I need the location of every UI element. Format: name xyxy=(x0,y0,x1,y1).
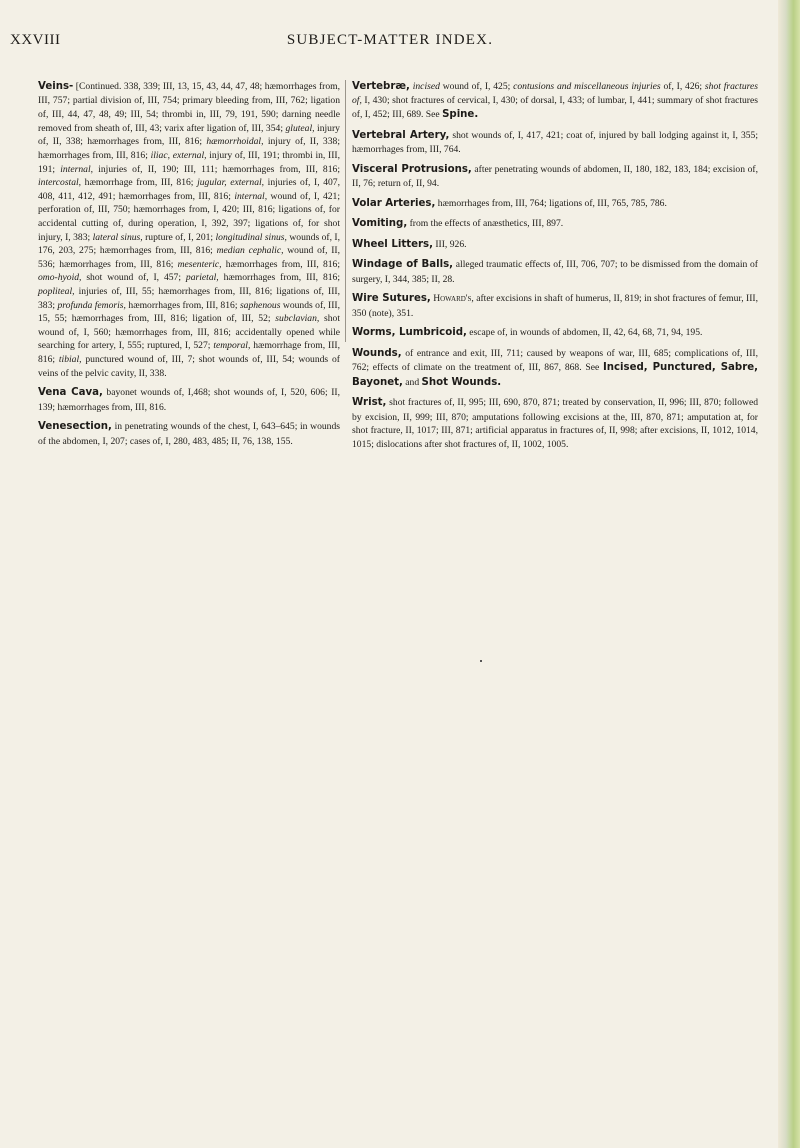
index-entry xyxy=(352,197,758,211)
entry-text: temporal, xyxy=(213,340,251,352)
page-edge xyxy=(778,0,800,1148)
entry-text: hæmorrhages from, III, 816; xyxy=(218,272,340,284)
entry-text: popliteal, xyxy=(38,286,75,298)
entry-text: injury of, II, 338; hæmorrhages from, III, 816; xyxy=(38,122,340,148)
entry-text: hæmorrhages from, III, 816; xyxy=(125,299,240,311)
entry-heading: Wire Sutures, xyxy=(352,293,431,305)
entry-text: wound of, I, 421; perforation of, III, 750; hæmorrhages from, I, 420; III, 816; ligations of, for accidental cutting of, during operation, I, 392, 397; ligations of, for shot injury, I, 383; xyxy=(38,190,341,243)
index-entry xyxy=(38,386,340,414)
entry-text: gluteal, xyxy=(285,122,315,134)
entry-text: shot wound of, I, 457; xyxy=(81,272,186,284)
index-entry xyxy=(352,163,758,191)
entry-text: 338, 339; III, 13, 15, 43, 44, 47, 48; hæmorrhages from, III, 757; partial division of, III, 754; primary bleeding from, III, 762; ligation of, III, 44, 47, 48, 49; III, 54; thrombi in, III, 79, 191, 590; darning needle removed from sheath of, III, 43; varix after ligation of, III, 354; xyxy=(38,81,341,134)
entry-text: I, 430; shot fractures of cervical, I, 430; of dorsal, I, 433; of lumbar, I, 441; summary of shot fractures of, I, 452; III, 689. See xyxy=(352,95,758,121)
entry-text: wounds of, I, 176, 203, 275; hæmorrhages from, III, 816; xyxy=(38,231,341,257)
entry-text: subclavian, xyxy=(275,313,320,325)
entry-text: hæmorrhages from, III, 764; ligations of, III, 765, 785, 786. xyxy=(435,197,667,209)
entry-text: internal, xyxy=(60,163,94,175)
entry-text: III, 926. xyxy=(432,238,467,250)
entry-text: omo-hyoid, xyxy=(38,272,82,284)
page-title: SUBJECT-MATTER INDEX. xyxy=(286,32,494,48)
entry-text: from the effects of anæsthetics, III, 897. xyxy=(407,218,564,230)
entry-text: shot wound of, I, 560; hæmorrhages from, III, 816; accidentally opened while searching for artery, I, 555; ruptured, I, 527; xyxy=(38,313,340,352)
entry-heading: Wrist, xyxy=(352,397,387,409)
entry-text: longitudinal sinus, xyxy=(215,231,287,243)
entry-heading: Windage of Balls, xyxy=(352,259,454,271)
entry-heading: Vena Cava, xyxy=(38,387,103,399)
column-divider xyxy=(345,80,346,342)
entry-text: hæmorrhoidal, xyxy=(206,136,264,148)
index-entry xyxy=(352,347,758,390)
ink-speck xyxy=(480,660,482,662)
index-entry xyxy=(352,238,758,252)
entry-text: and xyxy=(402,376,422,388)
entry-text: shot fractures of, xyxy=(352,81,759,107)
index-entry xyxy=(352,217,758,231)
entry-text: internal, xyxy=(234,190,268,202)
entry-text: after penetrating wounds of abdomen, II, 180, 182, 183, 184; excision of, II, 76; return of, II, 94. xyxy=(352,163,759,190)
entry-text: jugular, external, xyxy=(197,177,265,189)
entry-text: mesenteric, xyxy=(177,258,222,270)
entry-heading: Wounds, xyxy=(352,347,402,359)
entry-text: profunda femoris, xyxy=(57,299,126,311)
entry-text: punctured wound of, III, 7; shot wounds of, III, 54; wounds of veins of the pelvic cavity, II, 338. xyxy=(38,354,340,379)
entry-text: injuries of, II, 190; III, 111; hæmorrhages from, III, 816; xyxy=(93,163,340,175)
page-header xyxy=(10,32,770,54)
index-entry xyxy=(38,80,340,380)
entry-text: of entrance and exit, III, 711; caused by weapons of war, III, 685; complications of, III, 762; effects of climate on the treatment of, III, 867, 868. See xyxy=(352,347,758,374)
entry-text: injuries of, I, 407, 408, 411, 412, 491; hæmorrhages from, III, 816; xyxy=(38,177,340,202)
index-entry xyxy=(352,258,758,286)
entry-text: lateral sinus, xyxy=(92,231,143,243)
left-column xyxy=(38,80,340,454)
entry-text: injury of, II, 338; hæmorrhages from, III, 816; xyxy=(38,136,340,161)
entry-text: escape of, in wounds of abdomen, II, 42, 64, 68, 71, 94, 195. xyxy=(466,327,703,339)
entry-text: after excisions in shaft of humerus, II, 819; in shot fractures of femur, III, 350 (note), 351. xyxy=(352,293,758,319)
index-entry xyxy=(352,326,758,340)
entry-text: parietal, xyxy=(185,272,219,284)
entry-text: intercostal, xyxy=(38,177,82,189)
entry-text: wounds of, III, 15, 55; hæmorrhages from, III, 816; ligation of, III, 52; xyxy=(38,299,340,325)
entry-heading: Visceral Protrusions, xyxy=(352,163,472,175)
entry-heading: Venesection, xyxy=(38,421,112,433)
entry-heading: Vertebral Artery, xyxy=(352,129,450,141)
entry-heading: Volar Arteries, xyxy=(352,197,436,209)
entry-text: Howard's, xyxy=(433,293,474,305)
entry-text: Spine. xyxy=(442,109,479,121)
entry-text: rupture of, I, 201; xyxy=(142,231,216,243)
index-entry xyxy=(352,396,758,451)
entry-text: of, I, 426; xyxy=(660,81,705,92)
entry-text: Incised, Punctured, Sabre, Bayonet, xyxy=(352,362,759,388)
right-column xyxy=(352,80,758,458)
entry-text: contusions and miscellaneous injuries xyxy=(513,81,661,92)
entry-text: iliac, external, xyxy=(150,149,207,161)
entry-heading: Worms, Lumbricoid, xyxy=(352,327,467,339)
index-entry xyxy=(352,129,758,157)
entry-heading: Wheel Litters, xyxy=(352,238,433,250)
entry-heading: Vertebræ, xyxy=(352,81,410,92)
entry-text: wound of, II, 536; hæmorrhages from, III, 816; xyxy=(38,245,340,270)
entry-text: hæmorrhages from, III, 816; xyxy=(221,258,340,270)
index-entry xyxy=(38,420,340,448)
entry-text: [Continued. xyxy=(73,81,122,92)
entry-text: bayonet wounds of, I,468; shot wounds of, I, 520, 606; II, 139; hæmorrhages from, III, 816. xyxy=(38,387,340,413)
entry-text: alleged traumatic effects of, III, 706, 707; to be dismissed from the domain of surgery, I, 344, 385; II, 28. xyxy=(352,259,758,285)
entry-text: injury of, III, 191; thrombi in, III, 191; xyxy=(38,149,340,175)
entry-text: in penetrating wounds of the chest, I, 643–645; in wounds of the abdomen, I, 207; cases of, I, 280, 483, 485; II, 76, 138, 155. xyxy=(38,421,340,447)
entry-text: saphenous xyxy=(239,299,281,311)
entry-text: wound of, I, 425; xyxy=(439,81,514,92)
entry-text: tibial, xyxy=(58,354,82,366)
entry-text: injuries of, III, 55; hæmorrhages from, III, 816; ligations of, III, 383; xyxy=(38,286,340,311)
entry-text: shot fractures of, II, 995; III, 690, 870, 871; treated by conservation, II, 996; III, 870; followed by excision, II, 999; III, 870; amputations following excisions at the, III, 870, 871; amputation at, for shot fracture, II, 1017; III, 871; artificial apparatus in fractures of, II, 998; after excisions, II, 1012, 1014, 1015; dislocations after shot fractures of, II, 1002, 1005. xyxy=(352,397,758,451)
entry-text: incised xyxy=(412,81,440,92)
entry-text: hæmorrhage from, III, 816; xyxy=(81,177,198,189)
entry-text: hæmorrhage from, III, 816; xyxy=(38,340,340,366)
entry-heading: Veins- xyxy=(38,81,74,92)
index-entry xyxy=(352,292,758,320)
entry-text: Shot Wounds. xyxy=(421,376,502,388)
entry-heading: Vomiting, xyxy=(352,218,408,230)
index-entry xyxy=(352,80,758,123)
entry-text: median cephalic, xyxy=(216,245,284,257)
page-number: XXVIII xyxy=(10,32,61,48)
entry-text: shot wounds of, I, 417, 421; coat of, injured by ball lodging against it, I, 355; hæmorrhages from, III, 764. xyxy=(352,129,759,156)
